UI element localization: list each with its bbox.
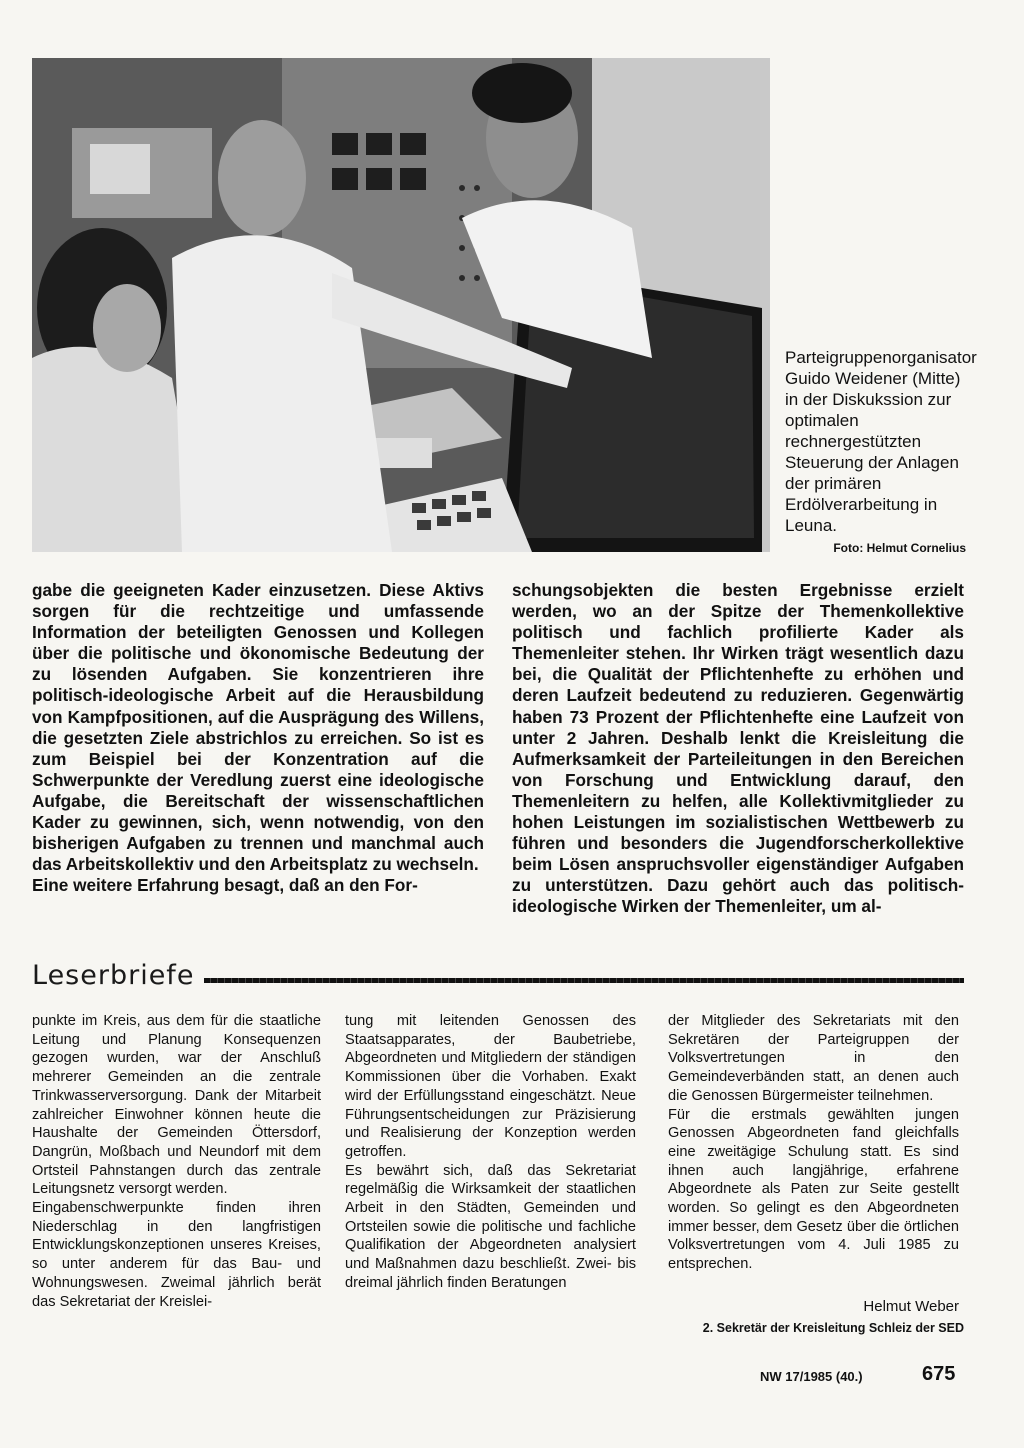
issue-info: NW 17/1985 (40.) [760,1369,863,1384]
letter-paragraph: Für die erstmals gewählten jungen Genossen Abgeordneten fand gleichfalls eine zweitägige Schulung statt. Es sind ihnen auch langjährige, erfahrene Abgeordnete als Paten zur Seite gestellt worden. So gelingt es den Abgeordneten immer besser, dem Gesetz über die örtlichen Volksvertretungen vom 4. Juli 1985 zu entsprechen. [668,1106,959,1273]
letter-column-1 [32,1012,321,1311]
article-paragraph: Eine weitere Erfahrung besagt, daß an den For- [32,875,418,896]
letter-paragraph: der Mitglieder des Sekretariats mit den Sekretären der Parteigruppen der Volksvertretungen in den Gemeindeverbänden statt, an denen auch die Genossen Bürgermeister teilnehmen. [668,1013,959,1104]
article-paragraph: gabe die geeigneten Kader einzusetzen. Diese Aktivs sorgen für die rechtzeitige und umfassende Information der beteiligten Genossen und Kollegen über die politische und ökonomische Bedeutung der zu lösenden Aufgaben. Sie konzentrieren ihre politisch-ideologische Arbeit auf die Herausbildung von Kampfpositionen, auf die Ausprägung des Willens, die gesetzten Ziele abstrichlos zu erreichen. So ist es zum Beispiel bei der Konzentration auf die Schwerpunkte der Veredlung zuerst eine ideologische Aufgabe, die Bereitschaft der wissenschaftlichen Kader zu gewinnen, sich, wenn notwendig, von den bisherigen Aufgaben zu trennen und manchmal auch das Arbeitskollektiv und den Arbeitsplatz zu wechseln. [32,580,484,875]
letter-paragraph: tung mit leitenden Genossen des Staatsapparates, der Baubetriebe, Abgeordneten und Mitgliedern der ständigen Kommissionen über die Vorhaben. Exakt wird der Erfüllungsstand eingeschätzt. Neue Führungsentscheidungen zur Präzisierung und Realisierung der Konzeption werden getroffen. [345,1013,636,1160]
photo-caption: Parteigruppenorganisator Guido Weidener (Mitte) in der Diskukssion zur optimalen rechnergestützten Steuerung der Anlagen der primären Erdölverarbeitung in Leuna. [785,348,977,535]
letter-paragraph: punkte im Kreis, aus dem für die staatliche Leitung und Planung Konsequenzen gezogen wurden, war der Anschluß mehrerer Gemeinden an die zentrale Trinkwasserversorgung. Dank der Mitarbeit zahlreicher Einwohner können heute die Haushalte der Gemeinden Öttersdorf, Dangrün, Moßbach und Neundorf mit dem Ortsteil Pahnstangen durch das zentrale Leitungsnetz versorgt werden. [32,1013,321,1198]
article-column-right [512,580,964,918]
section-header [32,958,964,992]
section-rule [204,978,964,983]
article-paragraph: schungsobjekten die besten Ergebnisse erzielt werden, wo an der Spitze der Themenkollektive politisch und fachlich profilierte Kader als Themenleiter stehen. Ihr Wirken trägt wesentlich dazu bei, die Qualität der Pflichtenhefte zu erhöhen und deren Laufzeit bedeutend zu reduzieren. Gegenwärtig haben 73 Prozent der Pflichtenhefte eine Laufzeit von unter 2 Jahren. Deshalb lenkt die Kreisleitung die Aufmerksamkeit der Parteileitungen in den Bereichen von Forschung und Entwicklung darauf, den Themenleitern zu helfen, alle Kollektivmitglieder zu hohen Leistungen im sozialistischen Wettbewerb zu führen und besonders die Jugendforscherkollektive beim Lösen anspruchsvoller eigenständiger Aufgaben zu unterstützen. Dazu gehört auch das politisch-ideologische Wirken der Themenleiter, um al- [512,580,964,917]
page-number: 675 [922,1363,956,1385]
photo-illustration [32,58,770,552]
section-title: Leserbriefe [32,959,195,991]
letter-column-3 [668,1012,959,1274]
letter-column-2 [345,1012,636,1293]
article-column-left [32,580,484,896]
author-role: 2. Sekretär der Kreisleitung Schleiz der SED [702,1321,964,1335]
photo-credit: Foto: Helmut Cornelius [833,541,966,555]
author-name: Helmut Weber [863,1298,959,1315]
letter-paragraph: Eingabenschwerpunkte finden ihren Niederschlag in den langfristigen Entwicklungskonzeptionen unseres Kreises, so unter anderem für das Bau- und Wohnungswesen. Zweimal jährlich berät das Sekretariat der Kreislei- [32,1200,321,1310]
letter-paragraph: Es bewährt sich, daß das Sekretariat regelmäßig die Wirksamkeit der staatlichen Arbeit in den Städten, Gemeinden und Ortsteilen sowie die politische und fachliche Qualifikation der Abgeordneten analysiert und Maßnahmen dazu beschließt. Zwei- bis dreimal jährlich finden Beratungen [345,1162,636,1291]
laboratory-photo [32,58,770,552]
